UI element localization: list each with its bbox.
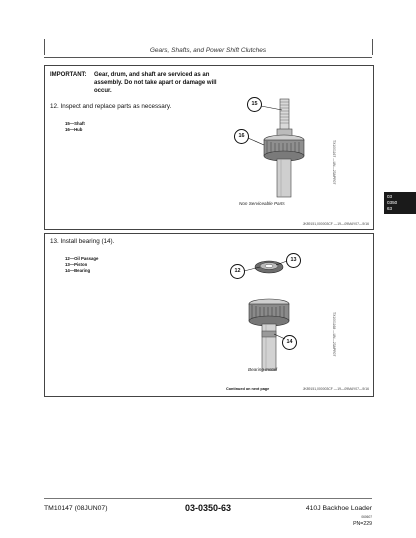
important-text: Gear, drum, and shaft are serviced as an assembly. Do not take apart or damage will occur. xyxy=(94,72,217,95)
legend-item-piston: 13—Piston xyxy=(65,262,88,267)
leader-line-13 xyxy=(276,261,287,265)
continued-note: Continued on next page xyxy=(226,387,270,391)
step-12-text: 12. Inspect and replace parts as necessary. xyxy=(50,103,172,110)
step-13-text: 13. Install bearing (14). xyxy=(50,238,115,245)
callout-15: 15 xyxy=(247,97,262,112)
footer-model: 410J Backhoe Loader xyxy=(305,505,372,512)
footer-date-code: 060607 xyxy=(361,515,372,519)
important-label: IMPORTANT: xyxy=(50,72,87,78)
leader-line-12 xyxy=(244,267,260,271)
callout-13: 13 xyxy=(286,253,301,268)
legend-item-hub: 16—Hub xyxy=(65,127,83,132)
figure-id-section1: TX1001167 —UN—23APR07 xyxy=(332,140,336,185)
side-tab-group: 03 xyxy=(387,194,393,199)
ref-code-section1: JK89151,000003CF —19—09MAY07—9/16 xyxy=(302,222,369,226)
side-tab-section: 0350 xyxy=(387,200,398,205)
callout-12: 12 xyxy=(230,264,245,279)
legend-item-shaft: 15—Shaft xyxy=(65,121,85,126)
footer-page-code: 03-0350-63 xyxy=(184,503,232,513)
side-tab-page: 63 xyxy=(387,206,393,211)
footer-manual-number: TM10147 (08JUN07) xyxy=(44,505,108,512)
legend-item-oil-passage: 12—Oil Passage xyxy=(65,256,99,261)
callout-14: 14 xyxy=(282,335,297,350)
section-side-tab xyxy=(384,192,416,214)
callout-16: 16 xyxy=(234,129,249,144)
leader-line-14 xyxy=(274,334,285,339)
footer-rule xyxy=(44,498,372,499)
legend-item-bearing: 14—Bearing xyxy=(65,268,91,273)
ref-code-section2: JK89151,000003CF —19—09MAY07—9/16 xyxy=(302,387,369,391)
caption-non-serviceable: Non Serviceable Parts xyxy=(239,201,285,206)
page-header-title: Gears, Shafts, and Power Shift Clutches xyxy=(149,47,267,54)
footer-pn: PN=229 xyxy=(353,521,372,527)
caption-bearing-install: Bearing Install xyxy=(248,367,278,372)
figure-id-section2: TX1001168 —UN—23APR07 xyxy=(332,312,336,357)
